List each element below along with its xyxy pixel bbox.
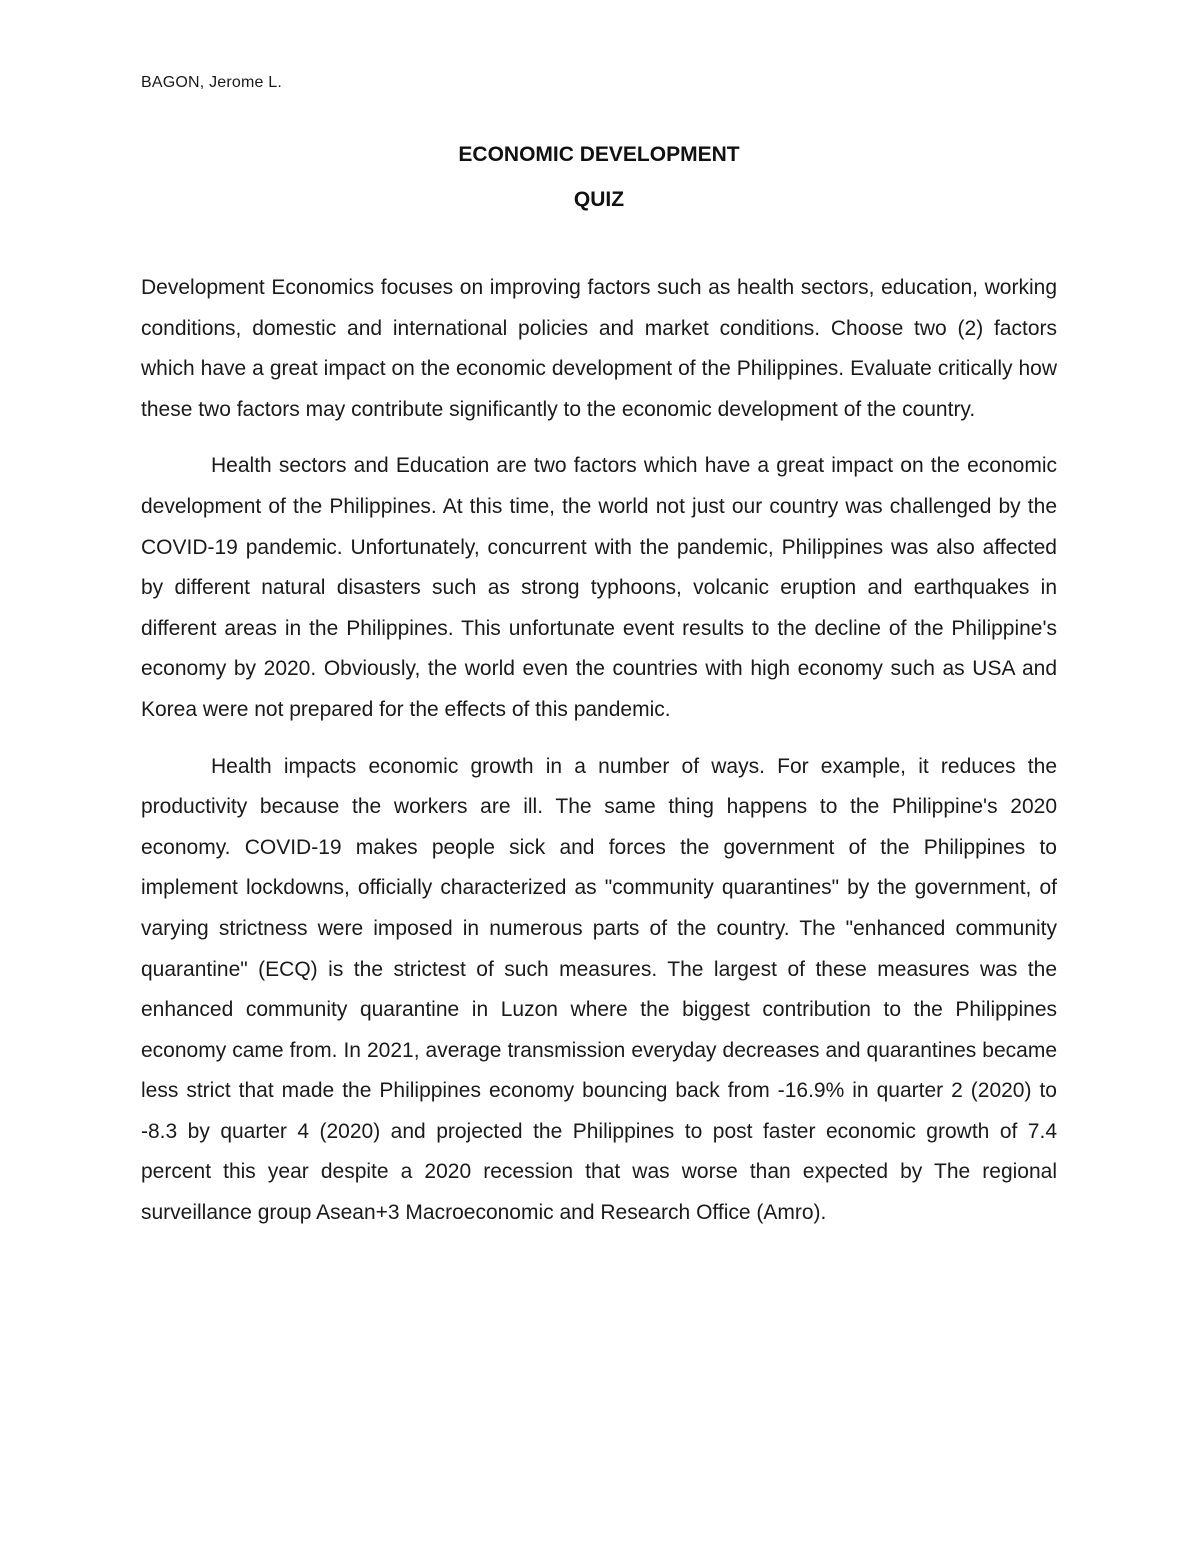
answer-paragraph-1: Health sectors and Education are two factors which have a great impact on the economic development of the Philippines. At this time, the world not just our country was challenged by the COVID-19 pandemic. Unfortunately, concurrent with the pandemic, Philippines was also affected by different natural disasters such as strong typhoons, volcanic eruption and earthquakes in different areas in the Philippines. This unfortunate event results to the decline of the Philippine's economy by 2020. Obviously, the world even the countries with high economy such as USA and Korea were not prepared for the effects of this pandemic. — [141, 454, 1057, 721]
answer-paragraph-2: Health impacts economic growth in a number of ways. For example, it reduces the productivity because the workers are ill. The same thing happens to the Philippine's 2020 economy. COVID-19 makes people sick and forces the government of the Philippines to implement lockdowns, officially characterized as "community quarantines" by the government, of varying strictness were imposed in numerous parts of the country. The "enhanced community quarantine" (ECQ) is the strictest of such measures. The largest of these measures was the enhanced community quarantine in Luzon where the biggest contribution to the Philippines economy came from. In 2021, average transmission everyday decreases and quarantines became less strict that made the Philippines economy bouncing back from -16.9% in quarter 2 (2020) to -8.3 by quarter 4 (2020) and projected the Philippines to post faster economic growth of 7.4 percent this year despite a 2020 recession that was worse than expected by The regional surveillance group Asean+3 Macroeconomic and Research Office (Amro). — [141, 754, 1057, 1225]
document-body — [141, 268, 1057, 1250]
title-line-2: QUIZ — [573, 188, 625, 211]
document-title — [141, 140, 1057, 215]
title-line-1: ECONOMIC DEVELOPMENT — [458, 143, 740, 166]
quiz-prompt-paragraph: Development Economics focuses on improving factors such as health sectors, education, working conditions, domestic and international policies and market conditions. Choose two (2) factors which have a great impact on the economic development of the Philippines. Evaluate critically how these two factors may contribute significantly to the economic development of the country. — [141, 276, 1057, 421]
author-name: BAGON, Jerome L. — [141, 74, 283, 91]
